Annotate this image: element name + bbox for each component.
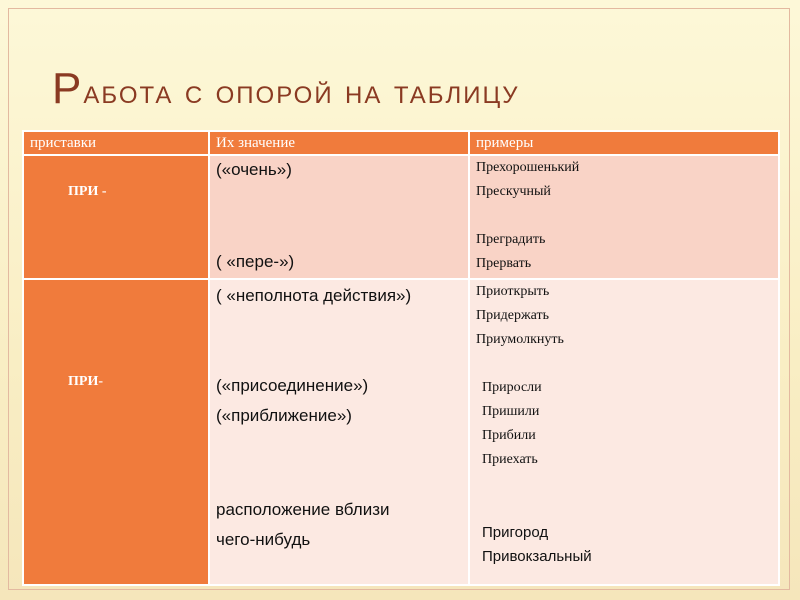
table-row: [23, 155, 779, 279]
prefix-cell: [23, 155, 209, 279]
title-rest: абота с опорой на таблицу: [83, 73, 520, 111]
example-item: Пришили: [482, 404, 540, 419]
table-row: [23, 279, 779, 585]
meaning-item: ( «неполнота действия»): [216, 286, 412, 305]
meaning-item: расположение вблизи: [216, 500, 390, 519]
example-item: Приросли: [482, 380, 542, 395]
table-header-row: [23, 131, 779, 155]
meaning-item: («присоединение»): [216, 376, 369, 395]
example-item: Прескучный: [476, 184, 551, 199]
example-item: Приумолкнуть: [476, 332, 564, 347]
example-item: Пригород: [482, 524, 549, 541]
meaning-cell: [209, 155, 469, 279]
title-first-letter: Р: [52, 64, 84, 113]
examples-cell: [469, 155, 779, 279]
meaning-item: («приближение»): [216, 406, 352, 425]
example-item: Преградить: [476, 232, 546, 247]
example-item: Прервать: [476, 256, 532, 271]
header-prefixes: приставки: [23, 131, 209, 155]
prefix-table: [22, 130, 780, 586]
prefix-label: ПРИ-: [68, 374, 103, 389]
meaning-item: чего-нибудь: [216, 530, 311, 549]
example-item: Прехорошенький: [476, 160, 580, 175]
example-item: Прибили: [482, 428, 536, 443]
prefix-label: ПРИ -: [68, 184, 107, 199]
meaning-item: ( «пере-»): [216, 252, 295, 271]
header-examples: примеры: [469, 131, 779, 155]
prefix-cell: [23, 279, 209, 585]
meaning-cell: [209, 279, 469, 585]
example-item: Привокзальный: [482, 548, 592, 565]
examples-cell: [469, 279, 779, 585]
example-item: Приоткрыть: [476, 284, 550, 299]
example-item: Приехать: [482, 452, 538, 467]
header-meaning: Их значение: [209, 131, 469, 155]
example-item: Придержать: [476, 308, 549, 323]
meaning-item: («очень»): [216, 160, 292, 179]
slide-title: [52, 64, 519, 114]
